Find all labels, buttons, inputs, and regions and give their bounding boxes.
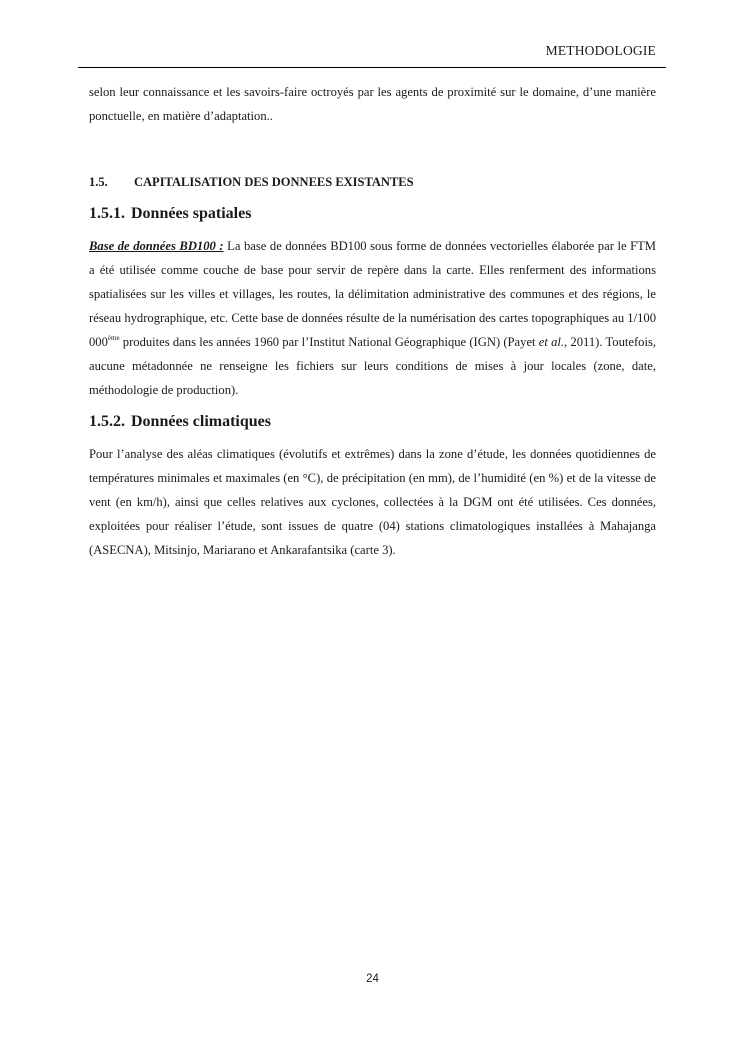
subsection-heading-climate — [89, 408, 656, 436]
climate-data-paragraph: Pour l’analyse des aléas climatiques (évolutifs et extrêmes) dans la zone d’étude, les données quotidiennes de températures minimales et maximales (en °C), de précipitation (en mm), de l’humidité (en %) et de la vitesse de vent (en km/h), ainsi que celles relatives aux cyclones, collectées à la DGM ont été utilisées. Ces données, exploitées pour réaliser l’étude, sont issues de quatre (04) stations climatologiques installées à Mahajanga (ASECNA), Mitsinjo, Mariarano et Ankarafantsika (carte 3). — [89, 447, 656, 557]
section-number: 1.5. — [89, 175, 108, 189]
page-number: 24 — [366, 973, 379, 985]
spatial-text-part2: produites dans les années 1960 par l’Institut National Géographique (IGN) (Payet — [119, 335, 539, 349]
spatial-data-paragraph — [89, 234, 656, 402]
subsection-title-spatial: Données spatiales — [131, 205, 252, 222]
subsection-number-climate: 1.5.2. — [89, 413, 125, 430]
subsection-title-climate: Données climatiques — [131, 413, 271, 430]
section-title: CAPITALISATION DES DONNEES EXISTANTES — [134, 175, 414, 189]
section-heading — [89, 170, 656, 194]
header-divider — [78, 67, 666, 68]
running-header: METHODOLOGIE — [545, 43, 656, 58]
subsection-number-spatial: 1.5.1. — [89, 205, 125, 222]
citation-et-al: et al. — [538, 335, 565, 349]
page-body — [89, 80, 656, 562]
spatial-text-part1: La base de données BD100 sous forme de données vectorielles élaborée par le FTM a été utilisée comme couche de base pour servir de repère dans la carte. Elles renferment des informations spatialisées sur les villes et villages, les routes, la délimitation administrative des communes et des régions, le réseau hydrographique, etc. Cette base de données résulte de la numérisation des cartes topographiques au 1/100 000 — [89, 239, 656, 349]
ordinal-superscript: ème — [107, 334, 120, 342]
spatial-text-part3: , 2011). Toutefois, aucune métadonnée ne renseigne les fichiers sur leurs conditions de mises à jour locales (zone, date, méthodologie de production). — [89, 335, 656, 397]
subsection-heading-spatial — [89, 200, 656, 228]
bd100-lead-label: Base de données BD100 : — [89, 239, 224, 253]
intro-paragraph: selon leur connaissance et les savoirs-faire octroyés par les agents de proximité sur le domaine, d’une manière ponctuelle, en matière d’adaptation.. — [89, 85, 656, 123]
